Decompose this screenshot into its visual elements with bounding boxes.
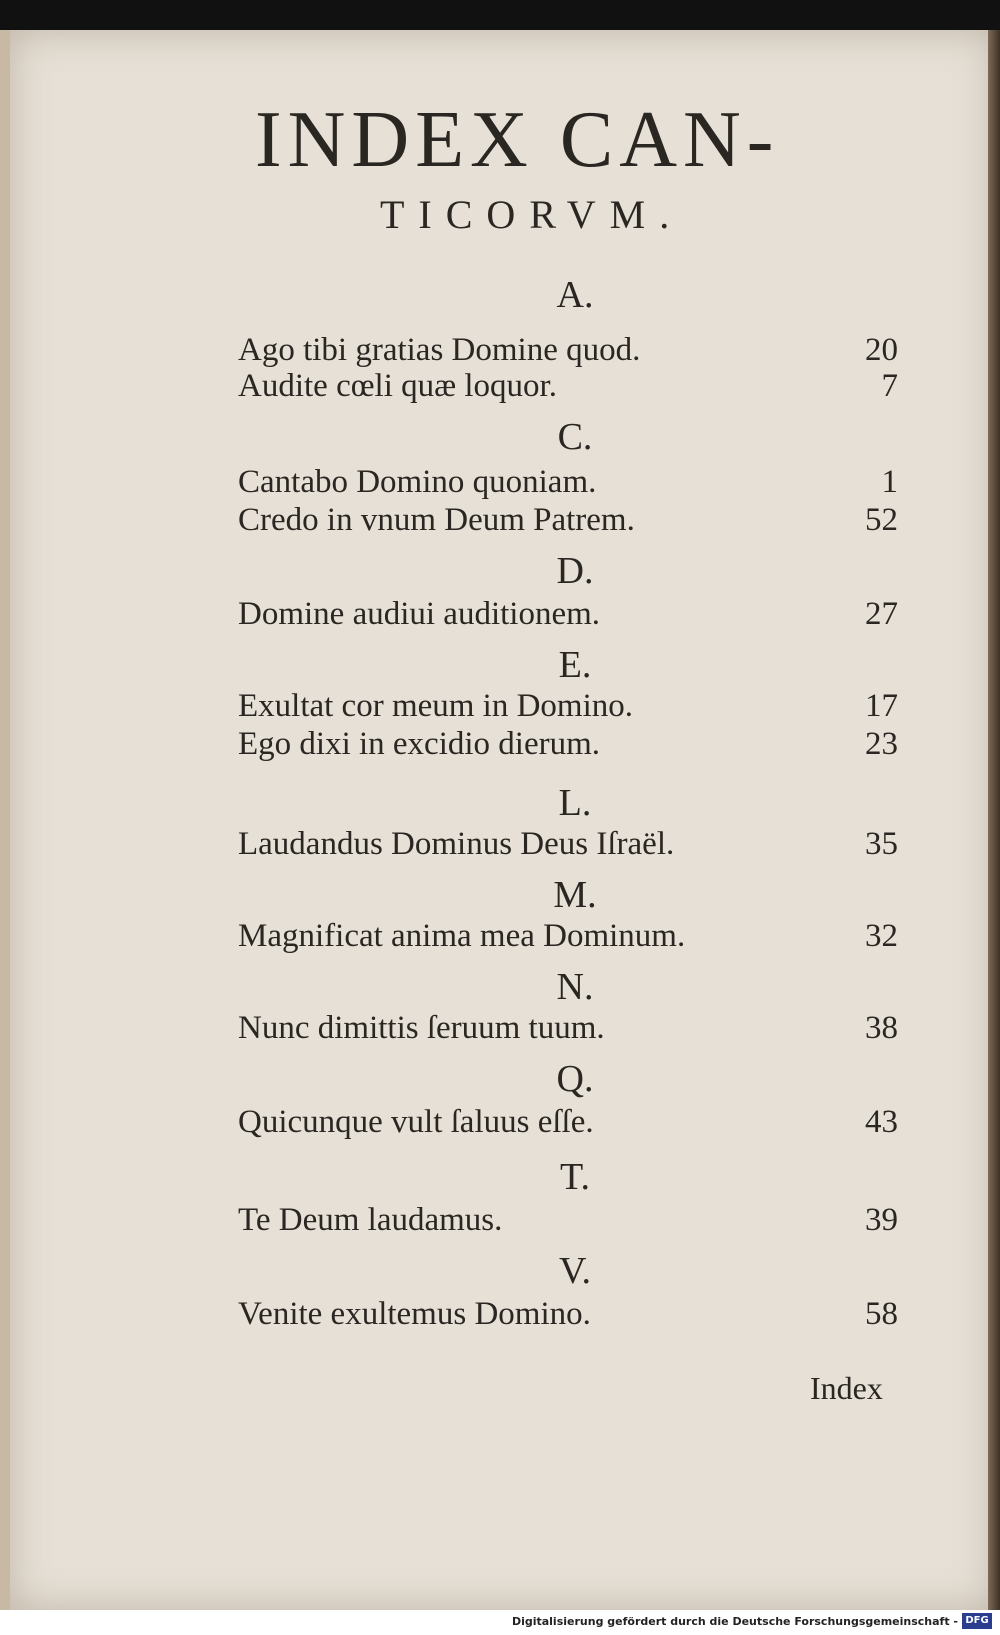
page-title: INDEX CAN-: [255, 96, 780, 184]
entry-title: Credo in vnum Deum Patrem.: [238, 502, 635, 538]
entry-title: Laudandus Dominus Deus Iſraël.: [238, 826, 675, 862]
entry-page-number: 43: [865, 1104, 898, 1140]
section-letter-v: V.: [558, 1250, 592, 1292]
entry-page-number: 20: [865, 332, 898, 368]
entry-page-number: 1: [881, 464, 898, 500]
book-edge: [988, 30, 1000, 1610]
section-letter-e: E.: [558, 644, 592, 686]
entry-page-number: 27: [865, 596, 898, 632]
entry-page-number: 7: [881, 368, 898, 404]
entry-page-number: 58: [865, 1296, 898, 1332]
entry-title: Quicunque vult ſaluus eſſe.: [238, 1104, 594, 1140]
entry-page-number: 23: [865, 726, 898, 762]
entry-title: Cantabo Domino quoniam.: [238, 464, 597, 500]
entry-title: Magnificat anima mea Dominum.: [238, 918, 686, 954]
section-letter-n: N.: [556, 966, 594, 1008]
entry-page-number: 39: [865, 1202, 898, 1238]
catchword: Index: [810, 1370, 883, 1406]
entry-title: Ego dixi in excidio dierum.: [238, 726, 601, 762]
section-letter-c: C.: [557, 416, 593, 458]
entry-page-number: 35: [865, 826, 898, 862]
entry-title: Ago tibi gratias Domine quod.: [238, 332, 641, 368]
entry-title: Exultat cor meum in Domino.: [238, 688, 634, 724]
entry-title: Audite cœli quæ loquor.: [238, 368, 557, 404]
entry-title: Te Deum laudamus.: [238, 1202, 503, 1238]
section-letter-d: D.: [556, 550, 594, 592]
section-letter-a: A.: [556, 274, 594, 316]
entry-title: Venite exultemus Domino.: [238, 1296, 591, 1332]
section-letter-l: L.: [558, 782, 592, 824]
entry-title: Domine audiui auditionem.: [238, 596, 601, 632]
section-letter-m: M.: [553, 874, 597, 916]
entry-page-number: 17: [865, 688, 898, 724]
section-letter-t: T.: [560, 1156, 590, 1198]
entry-page-number: 52: [865, 502, 898, 538]
entry-title: Nunc dimittis ſeruum tuum.: [238, 1010, 605, 1046]
page-subtitle: TICORVM.: [380, 192, 684, 237]
section-letter-q: Q.: [556, 1058, 594, 1100]
entry-page-number: 38: [865, 1010, 898, 1046]
digitization-credit: Digitalisierung gefördert durch die Deutsche Forschungsgemeinschaft -: [511, 1615, 958, 1628]
dfg-logo: DFG: [962, 1613, 992, 1629]
entry-page-number: 32: [865, 918, 898, 954]
